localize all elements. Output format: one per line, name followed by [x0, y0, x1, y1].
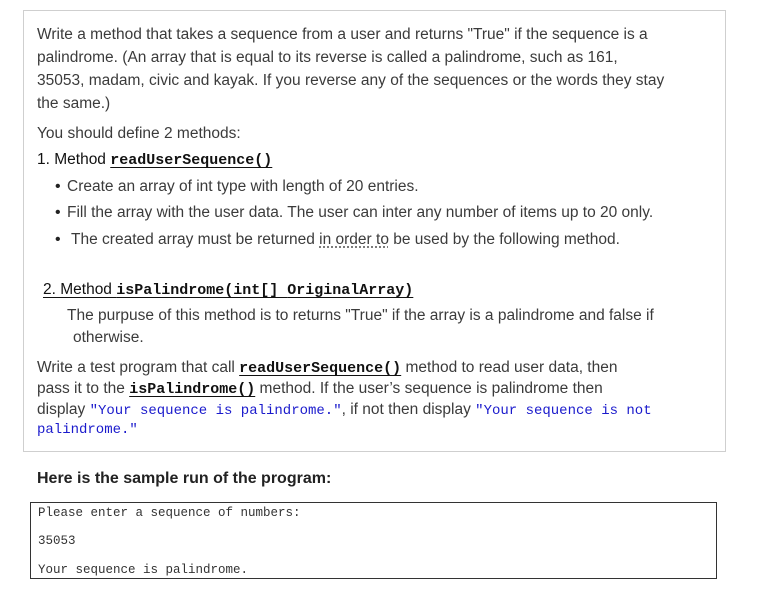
method2-name: isPalindrome(int[] — [116, 282, 288, 299]
test-line-1: Write a test program that call readUserSequence() method to read user data, then — [37, 359, 618, 377]
method2-prefix: 2. Method — [43, 281, 117, 298]
sample-run-heading: Here is the sample run of the program: — [37, 470, 332, 487]
method1-name: readUserSequence() — [110, 152, 273, 169]
palindrome-message: "Your sequence is palindrome." — [89, 403, 342, 419]
method2-heading — [43, 278, 413, 302]
intro-line-1: Write a method that takes a sequence from a user and returns "True" if the sequence is a — [37, 26, 648, 43]
intro-line-2: palindrome. (An array that is equal to its reverse is called a palindrome, such as 161, — [37, 49, 618, 66]
test-line-2: pass it to the isPalindrome() method. If the user’s sequence is palindrome then — [37, 380, 603, 398]
sample-line-input: 35053 — [38, 534, 76, 548]
sample-line-prompt: Please enter a sequence of numbers: — [38, 506, 301, 520]
intro-line-4: the same.) — [37, 95, 111, 112]
method1-heading — [37, 148, 272, 172]
in-order-to-link: in order to — [319, 231, 389, 248]
method1-bullet-3: • The created array must be returned in order to be used by the following method. — [55, 228, 620, 251]
sample-line-output: Your sequence is palindrome. — [38, 563, 249, 577]
method1-bullet-1: • Create an array of int type with length of 20 entries. — [55, 175, 419, 198]
method2-desc-1: The purpuse of this method is to returns "True" if the array is a palindrome and false if — [67, 307, 654, 324]
test-line-4: palindrome." — [37, 422, 138, 438]
method1-prefix: 1. Method — [37, 151, 111, 168]
method2-desc-2: otherwise. — [73, 329, 144, 346]
define-methods-text: You should define 2 methods: — [37, 125, 241, 142]
not-palindrome-message: "Your sequence is not — [475, 403, 652, 419]
test-line-3: display "Your sequence is palindrome.", if not then display "Your sequence is not — [37, 401, 652, 419]
sample-run-box — [30, 502, 717, 579]
method2-param: OriginalArray) — [287, 282, 414, 299]
intro-line-3: 35053, madam, civic and kayak. If you reverse any of the sequences or the words they stay — [37, 72, 665, 89]
method1-bullet-2: • Fill the array with the user data. The user can inter any number of items up to 20 only. — [55, 201, 653, 224]
